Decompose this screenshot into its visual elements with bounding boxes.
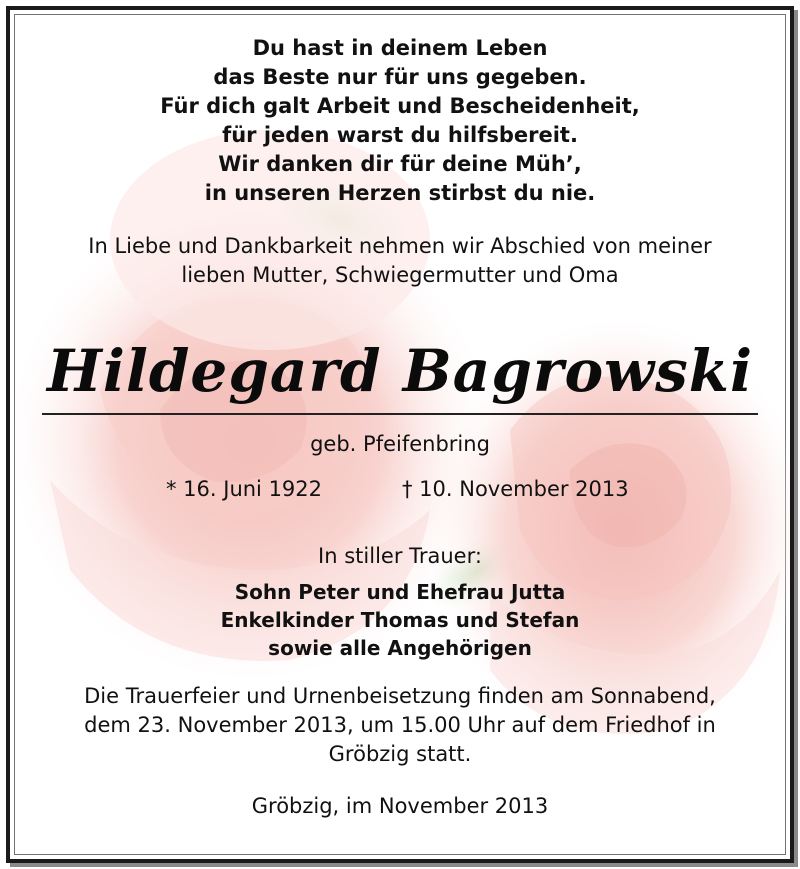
family-list	[10, 578, 790, 662]
death-date: † 10. November 2013	[402, 477, 629, 501]
service-line: Die Trauerfeier und Urnenbeisetzung finden am Sonnabend,	[84, 684, 716, 708]
family-line: Sohn Peter und Ehefrau Jutta	[234, 580, 566, 604]
intro-line: lieben Mutter, Schwiegermutter und Oma	[181, 263, 619, 287]
service-line: dem 23. November 2013, um 15.00 Uhr auf dem Friedhof in	[84, 713, 716, 737]
intro-text	[10, 232, 790, 290]
family-line: Enkelkinder Thomas und Stefan	[220, 608, 580, 632]
poem-line: das Beste nur für uns gegeben.	[213, 65, 587, 89]
deceased-name: Hildegard Bagrowski	[47, 337, 753, 405]
poem-line: Wir danken dir für deine Müh’,	[218, 152, 582, 176]
mourning-label: In stiller Trauer:	[318, 544, 482, 568]
poem-line: Für dich galt Arbeit und Bescheidenheit,	[160, 94, 640, 118]
poem-line: in unseren Herzen stirbst du nie.	[204, 181, 596, 205]
poem-line: Du hast in deinem Leben	[252, 36, 548, 60]
maiden-name: geb. Pfeifenbring	[310, 432, 490, 456]
poem	[10, 34, 790, 208]
obituary-content	[10, 10, 790, 859]
service-line: Gröbzig statt.	[328, 742, 472, 766]
intro-line: In Liebe und Dankbarkeit nehmen wir Abschied von meiner	[88, 234, 712, 258]
family-line: sowie alle Angehörigen	[268, 636, 532, 660]
poem-line: für jeden warst du hilfsbereit.	[222, 123, 578, 147]
birth-date: * 16. Juni 1922	[166, 477, 323, 501]
service-notice	[10, 682, 790, 769]
name-underline	[42, 413, 758, 415]
obituary-frame	[6, 6, 794, 863]
place-date: Gröbzig, im November 2013	[251, 794, 549, 818]
